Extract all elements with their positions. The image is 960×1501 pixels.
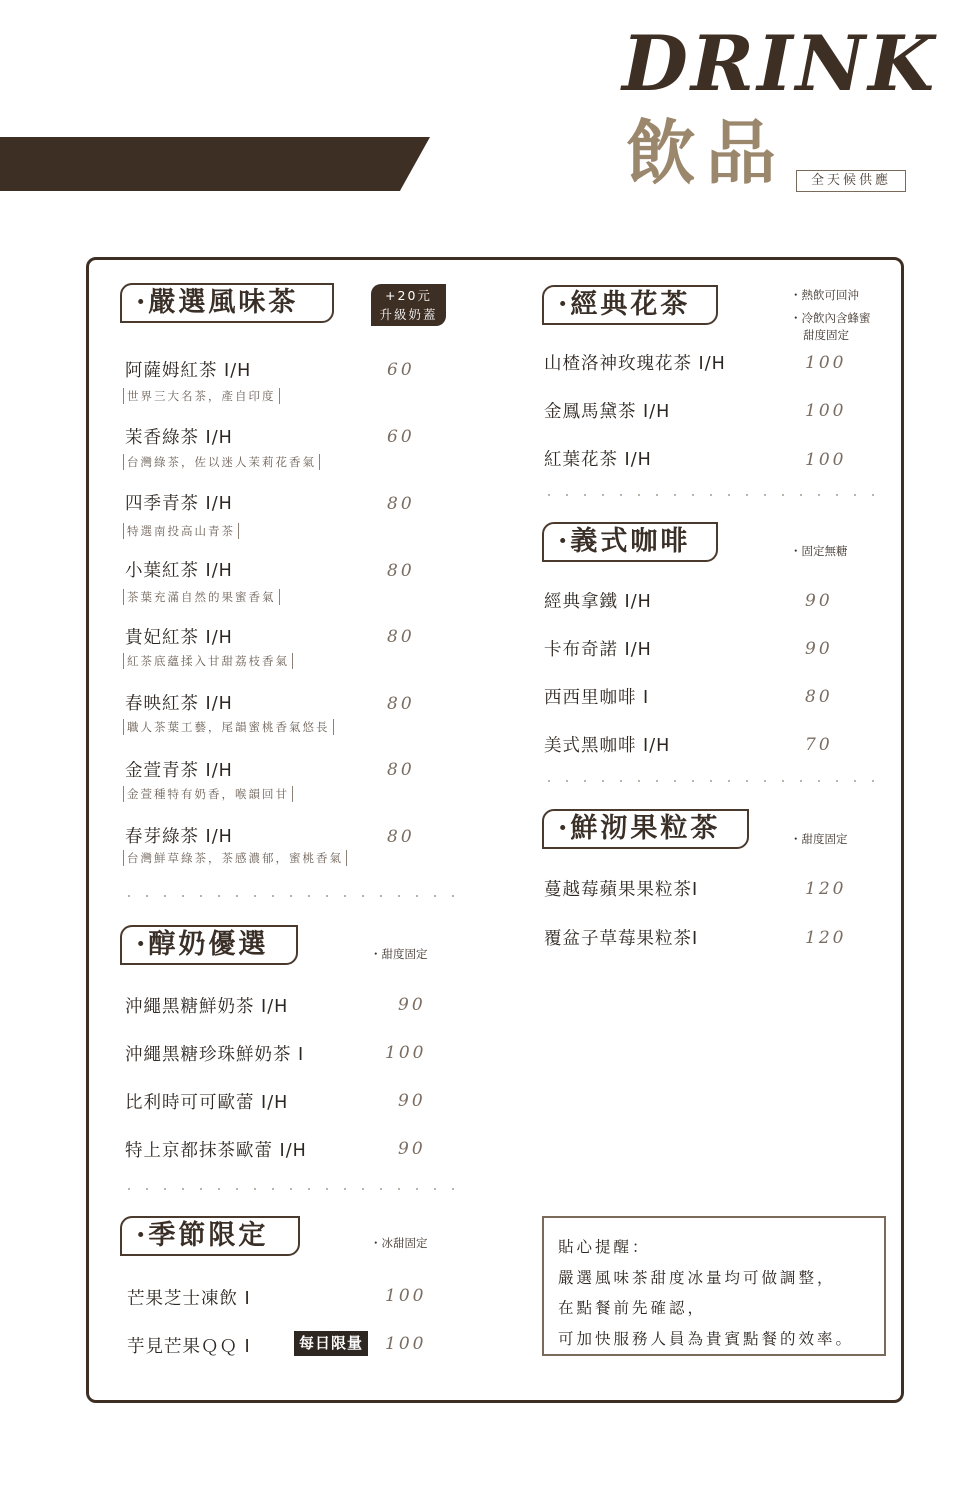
menu-item-description: 職人茶葉工藝，尾韻蜜桃香氣悠長 xyxy=(123,719,334,735)
reminder-box xyxy=(542,1216,886,1356)
dotted-divider xyxy=(120,895,465,897)
menu-item-name: 覆盆子草莓果粒茶I xyxy=(544,929,699,949)
section-title-seasonal: ·季節限定 xyxy=(120,1216,300,1256)
menu-item-price: 100 xyxy=(805,353,847,373)
menu-item-price: 80 xyxy=(387,627,415,647)
section-title-milk: ·醇奶優選 xyxy=(120,925,298,965)
menu-item-name: 沖繩黑糖鮮奶茶 I/H xyxy=(125,997,289,1017)
reminder-text: 在點餐前先確認， xyxy=(558,1299,707,1317)
menu-item-price: 80 xyxy=(387,760,415,780)
menu-item-price: 90 xyxy=(398,1091,426,1111)
menu-item-price: 100 xyxy=(385,1043,427,1063)
menu-item-price: 80 xyxy=(805,687,833,707)
menu-item-price: 100 xyxy=(385,1334,427,1354)
reminder-text: 嚴選風味茶甜度冰量均可做調整， xyxy=(558,1268,836,1287)
menu-item-name: 西西里咖啡 I xyxy=(544,688,650,708)
dotted-divider xyxy=(540,780,885,782)
reminder-heading: 貼心提醒： xyxy=(558,1238,651,1256)
menu-item-name: 蔓越莓蘋果果粒茶I xyxy=(544,880,699,900)
availability-tag: 全天候供應 xyxy=(796,170,906,192)
section-title-flavor-tea: ·嚴選風味茶 xyxy=(120,283,334,323)
section-note: ・固定無糖 xyxy=(790,544,848,558)
menu-item-description: 茶葉充滿自然的果蜜香氣 xyxy=(123,589,280,605)
section-note: ・熱飲可回沖 xyxy=(790,288,859,302)
menu-item-price: 120 xyxy=(805,879,847,899)
menu-item-name: 小葉紅茶 I/H xyxy=(125,561,233,581)
menu-item-price: 90 xyxy=(398,1139,426,1159)
menu-item-price: 70 xyxy=(805,735,833,755)
menu-item-price: 90 xyxy=(805,639,833,659)
badge-label: 升級奶蓋 xyxy=(379,307,438,322)
section-note: ・冰甜固定 xyxy=(370,1236,428,1250)
menu-item-name: 金萱青茶 I/H xyxy=(125,761,233,781)
dotted-divider xyxy=(120,1188,465,1190)
menu-item-price: 100 xyxy=(385,1286,427,1306)
dotted-divider xyxy=(540,494,885,496)
menu-item-description: 台灣鮮草綠茶，茶感濃郁，蜜桃香氣 xyxy=(123,850,347,866)
menu-item-name: 芋見芒果ＱＱ I xyxy=(127,1337,251,1357)
menu-item-price: 80 xyxy=(387,561,415,581)
menu-item-description: 世界三大名茶，產自印度 xyxy=(123,388,280,404)
section-title-coffee: ·義式咖啡 xyxy=(542,522,718,562)
menu-item-price: 80 xyxy=(387,694,415,714)
menu-item-price: 100 xyxy=(805,450,847,470)
menu-item-name: 沖繩黑糖珍珠鮮奶茶 I xyxy=(125,1045,305,1065)
menu-item-description: 特選南投高山青茶 xyxy=(123,523,239,539)
reminder-text: 可加快服務人員為貴賓點餐的效率。 xyxy=(558,1329,855,1348)
menu-item-price: 90 xyxy=(805,591,833,611)
menu-item-name: 卡布奇諾 I/H xyxy=(544,640,652,660)
menu-item-name: 山楂洛神玫瑰花茶 I/H xyxy=(544,354,726,374)
menu-item-name: 春映紅茶 I/H xyxy=(125,694,233,714)
menu-item-name: 貴妃紅茶 I/H xyxy=(125,628,233,648)
badge-price: +20元 xyxy=(385,288,432,303)
menu-item-price: 60 xyxy=(387,360,415,380)
page-title-english: DRINK xyxy=(622,19,938,108)
menu-item-name: 阿薩姆紅茶 I/H xyxy=(125,361,252,381)
menu-item-name: 經典拿鐵 I/H xyxy=(544,592,652,612)
section-title-flower-tea: ·經典花茶 xyxy=(542,285,718,325)
menu-item-name: 四季青茶 I/H xyxy=(125,494,233,514)
section-note: ・冷飲內含蜂蜜 xyxy=(790,311,871,325)
menu-item-price: 60 xyxy=(387,427,415,447)
menu-item-name: 美式黑咖啡 I/H xyxy=(544,736,671,756)
section-note: ・甜度固定 xyxy=(370,947,428,961)
section-note: 甜度固定 xyxy=(803,328,849,342)
page-title-chinese: 飲品 xyxy=(626,111,786,194)
menu-item-price: 100 xyxy=(805,401,847,421)
section-note: ・甜度固定 xyxy=(790,832,848,846)
menu-item-price: 120 xyxy=(805,928,847,948)
milk-cap-upgrade-badge xyxy=(371,284,446,326)
menu-item-description: 金萱種特有奶香，喉韻回甘 xyxy=(123,786,293,802)
menu-item-description: 台灣綠茶，佐以迷人茉莉花香氣 xyxy=(123,454,320,470)
menu-item-name: 特上京都抹茶歐蕾 I/H xyxy=(125,1141,307,1161)
menu-item-name: 金鳳馬黛茶 I/H xyxy=(544,402,671,422)
menu-item-name: 紅葉花茶 I/H xyxy=(544,450,652,470)
section-title-fruit-tea: ·鮮沏果粒茶 xyxy=(542,809,749,849)
menu-item-name: 芒果芝士凍飲 I xyxy=(127,1289,251,1309)
menu-item-price: 90 xyxy=(398,995,426,1015)
decorative-band xyxy=(0,137,430,191)
menu-item-price: 80 xyxy=(387,494,415,514)
menu-item-name: 春芽綠茶 I/H xyxy=(125,827,233,847)
menu-item-name: 比利時可可歐蕾 I/H xyxy=(125,1093,289,1113)
menu-item-price: 80 xyxy=(387,827,415,847)
daily-limited-badge: 每日限量 xyxy=(294,1331,368,1356)
menu-item-name: 茉香綠茶 I/H xyxy=(125,428,233,448)
menu-item-description: 紅茶底蘊揉入甘甜荔枝香氣 xyxy=(123,653,293,669)
